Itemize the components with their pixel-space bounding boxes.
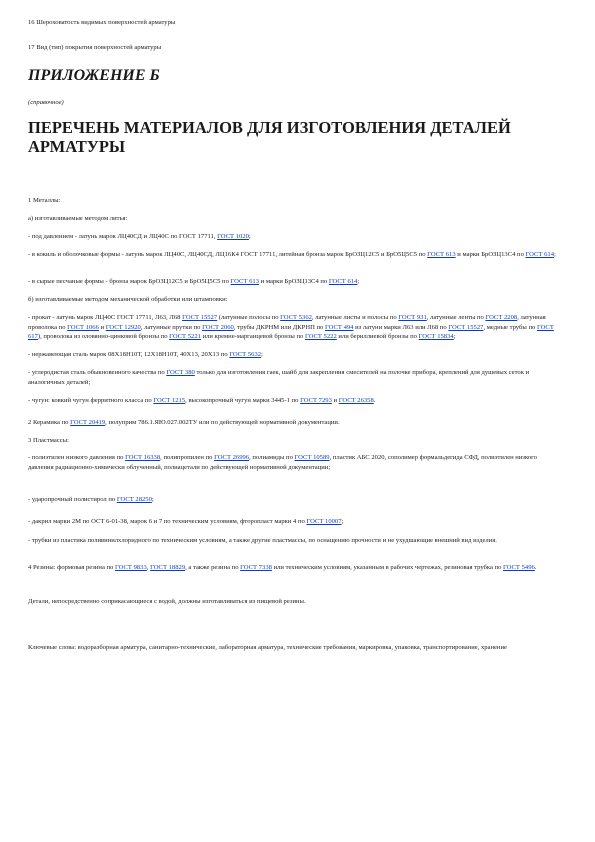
list-item-17: 17 Вид (тип) покрытия поверхностей арматуры bbox=[28, 44, 162, 51]
gost-link[interactable]: ГОСТ 26358 bbox=[338, 397, 374, 404]
paragraph-text: - нержавеющая сталь марок 08Х18Н10Т, 12Х18Н10Т, 40Х13, 20Х13 по bbox=[28, 351, 230, 358]
gost-link[interactable]: ГОСТ 7338 bbox=[240, 564, 272, 571]
paragraph-text: или бериллиевой бронзы по bbox=[336, 333, 419, 340]
paragraph-2 bbox=[28, 214, 558, 224]
paragraph-text: - прокат - латунь марок ЛЦ40С ГОСТ 17711, Л63, Л68 bbox=[28, 314, 183, 321]
appendix-title: ПРИЛОЖЕНИЕ Б bbox=[28, 67, 160, 84]
paragraph-14 bbox=[28, 495, 558, 505]
keywords-line bbox=[28, 643, 558, 653]
gost-link[interactable]: ГОСТ 12920 bbox=[105, 323, 141, 331]
paragraph-text: б) изготавливаемые методом механической обработки или штамповки: bbox=[28, 296, 228, 303]
paragraph-text: - полиэтилен низкого давления по bbox=[28, 454, 126, 461]
paragraph-text: , трубы ДКРНМ или ДКРНП по bbox=[233, 323, 325, 331]
gost-link[interactable]: ГОСТ 28250 bbox=[116, 496, 152, 503]
paragraph-text: ), проволока из оловянно-цинковой бронзы по bbox=[37, 333, 170, 340]
gost-link[interactable]: ГОСТ 5632 bbox=[229, 351, 262, 358]
gost-link[interactable]: ГОСТ 15527 bbox=[448, 323, 484, 331]
gost-link[interactable]: ГОСТ 613 bbox=[230, 278, 259, 285]
gost-link[interactable]: ГОСТ 7293 bbox=[300, 397, 332, 404]
paragraph-text: . bbox=[534, 564, 537, 571]
paragraph-1 bbox=[28, 196, 558, 206]
paragraph-8 bbox=[28, 350, 558, 360]
paragraph-15 bbox=[28, 517, 558, 527]
gost-link[interactable]: ГОСТ 10007 bbox=[306, 518, 342, 525]
paragraph-6 bbox=[28, 295, 558, 305]
paragraph-17 bbox=[28, 563, 558, 573]
section-heading: ПЕРЕЧЕНЬ МАТЕРИАЛОВ ДЛЯ ИЗГОТОВЛЕНИЯ ДЕТАЛЕЙ АРМАТУРЫ bbox=[28, 118, 511, 156]
paragraph-text: 1 Металлы: bbox=[28, 197, 61, 204]
paragraph-9 bbox=[28, 368, 558, 387]
paragraph-text: (латунные полосы по bbox=[217, 314, 281, 321]
paragraph-text: , латунные листы и полосы по bbox=[311, 314, 399, 321]
paragraph-text: , латунные прутки по bbox=[140, 323, 203, 331]
paragraph-text: , пластик АБС 2020, сополимер формальдегида СФД, полиэтилен низкого давления радиационно-химически облученный, полиацетали по действующей нормативной документации; bbox=[28, 454, 537, 471]
paragraph-text: только для изготовления гаек, шайб для закрепления смесителей на полочке прибора, креплений для душевых сеток и аналогичных деталей; bbox=[28, 369, 530, 386]
gost-link[interactable]: ГОСТ 931 bbox=[398, 314, 427, 321]
gost-link[interactable]: ГОСТ 614 bbox=[328, 278, 358, 285]
gost-link[interactable]: ГОСТ 2060 bbox=[202, 323, 234, 331]
gost-link[interactable]: ГОСТ 1215 bbox=[153, 397, 186, 404]
paragraph-text: а) изготавливаемые методом литья: bbox=[28, 215, 128, 222]
paragraph-text: , bbox=[146, 564, 151, 571]
paragraph-text: и bbox=[331, 397, 339, 404]
keywords-text: Ключевые слова: водоразборная арматура, санитарно-технические, лабораторная арматура, технические требования, маркировка, упаковка, транспортирование, хранение bbox=[28, 644, 507, 651]
paragraph-5 bbox=[28, 277, 558, 287]
appendix-reference-note: (справочное) bbox=[28, 99, 64, 106]
paragraph-12 bbox=[28, 436, 558, 446]
paragraph-text: , полипропилен по bbox=[160, 454, 215, 461]
paragraph-text: - в сырые песчаные формы - бронза марок БрОЗЦ12С5 и БрО5Ц5С5 по bbox=[28, 278, 231, 285]
paragraph-text: , латунные ленты по bbox=[426, 314, 486, 321]
paragraph-text: - под давлением - латунь марок ЛЦ40СД и ЛЦ40С по ГОСТ 17711, bbox=[28, 233, 218, 240]
paragraph-text: , полиамиды по bbox=[249, 454, 295, 461]
paragraph-11 bbox=[28, 418, 558, 428]
gost-link[interactable]: ГОСТ 5362 bbox=[280, 314, 312, 321]
paragraph-text: ; bbox=[261, 351, 263, 358]
gost-link[interactable]: ГОСТ 15834 bbox=[418, 333, 454, 340]
paragraph-16 bbox=[28, 536, 558, 546]
gost-link[interactable]: ГОСТ 15527 bbox=[182, 314, 218, 321]
paragraph-text: и марки БрОЗЦ13С4 по bbox=[259, 278, 329, 285]
gost-link[interactable]: ГОСТ 2208 bbox=[485, 314, 518, 321]
gost-link[interactable]: ГОСТ 614 bbox=[525, 251, 554, 258]
gost-link[interactable]: ГОСТ 5221 bbox=[169, 333, 201, 340]
paragraph-text: из латуни марки Л63 или Л68 по bbox=[353, 323, 449, 331]
paragraph-13 bbox=[28, 453, 558, 472]
gost-link[interactable]: ГОСТ 16338 bbox=[125, 454, 161, 461]
paragraph-3 bbox=[28, 232, 558, 242]
paragraph-10 bbox=[28, 396, 558, 406]
gost-link[interactable]: ГОСТ 5496 bbox=[503, 564, 535, 571]
gost-link[interactable]: ГОСТ 617 bbox=[28, 323, 554, 340]
gost-link[interactable]: ГОСТ 613 bbox=[427, 251, 456, 258]
paragraph-18 bbox=[28, 597, 558, 607]
paragraph-7 bbox=[28, 313, 558, 342]
paragraph-text: ; bbox=[341, 518, 344, 525]
paragraph-text: , высокопрочный чугун марки 3445-1 по bbox=[185, 397, 301, 404]
gost-link[interactable]: ГОСТ 20419 bbox=[70, 419, 106, 426]
gost-link[interactable]: ГОСТ 1066 bbox=[67, 323, 99, 331]
paragraph-text: - трубки из пластика поливинилхлоридного по техническим условиям, а также другие пластмассы, по оснащению прочности и не ухудшающие внешний вид изделия. bbox=[28, 537, 497, 544]
paragraph-text: 2 Керамика по bbox=[28, 419, 71, 426]
paragraph-text: и марки БрОЗЦ13С4 по bbox=[455, 251, 526, 258]
paragraph-text: . bbox=[373, 397, 376, 404]
gost-link[interactable]: ГОСТ 380 bbox=[166, 369, 195, 376]
gost-link[interactable]: ГОСТ 9833 bbox=[115, 564, 147, 571]
paragraph-text: , а также резина по bbox=[185, 564, 241, 571]
paragraph-text: ; bbox=[357, 278, 360, 285]
paragraph-text: ; bbox=[554, 251, 556, 258]
gost-link[interactable]: ГОСТ 10589 bbox=[294, 454, 330, 461]
paragraph-text: ; bbox=[453, 333, 456, 340]
paragraph-text: Детали, непосредственно соприкасающиеся с водой, должны изготавливаться из пищевой резины. bbox=[28, 598, 306, 605]
gost-link[interactable]: ГОСТ 26996 bbox=[214, 454, 250, 461]
paragraph-text: - в кокиль и оболочковые формы - латунь марок ЛЦ40С, ЛЦ40СД, ЛЦ16К4 ГОСТ 17711, литейная бронза марок БрОЗЦ12С5 и БрО5Ц5С5 по bbox=[28, 251, 428, 258]
paragraph-text: , медные трубы по bbox=[483, 323, 537, 331]
gost-link[interactable]: ГОСТ 1020 bbox=[217, 233, 249, 240]
paragraph-text: - ударопрочный полистирол по bbox=[28, 496, 117, 503]
paragraph-text: - дакрил марки 2М по ОСТ 6-01-38, марок 6 и 7 по техническим условиям, фторопласт марки 4 по bbox=[28, 518, 307, 525]
paragraph-text: ; bbox=[151, 496, 154, 503]
paragraph-text: ; bbox=[248, 233, 251, 240]
paragraph-text: и bbox=[98, 323, 106, 331]
paragraph-text: - чугун: ковкий чугун ферритного класса по bbox=[28, 397, 154, 404]
paragraph-text: 3 Пластмассы: bbox=[28, 437, 69, 444]
gost-link[interactable]: ГОСТ 494 bbox=[325, 323, 354, 331]
gost-link[interactable]: ГОСТ 5222 bbox=[304, 333, 337, 340]
document-page bbox=[28, 18, 568, 156]
paragraph-text: - углеродистая сталь обыкновенного качества по bbox=[28, 369, 167, 376]
list-item-16: 16 Шероховатость видимых поверхностей арматуры bbox=[28, 19, 176, 26]
paragraph-4 bbox=[28, 250, 558, 260]
paragraph-text: , латунная проволока по bbox=[28, 314, 546, 331]
paragraph-text: или кремне-марганцевой бронзы по bbox=[200, 333, 305, 340]
gost-link[interactable]: ГОСТ 18829 bbox=[150, 564, 186, 571]
paragraph-text: или техническим условиям, указанным в рабочих чертежах, резиновая трубка по bbox=[271, 564, 504, 571]
paragraph-text: , полуприм 786.1.ЯЮ.027.002ТУ или по действующей нормативной документации. bbox=[105, 419, 340, 426]
paragraph-text: 4 Резины: формовая резина по bbox=[28, 564, 115, 571]
